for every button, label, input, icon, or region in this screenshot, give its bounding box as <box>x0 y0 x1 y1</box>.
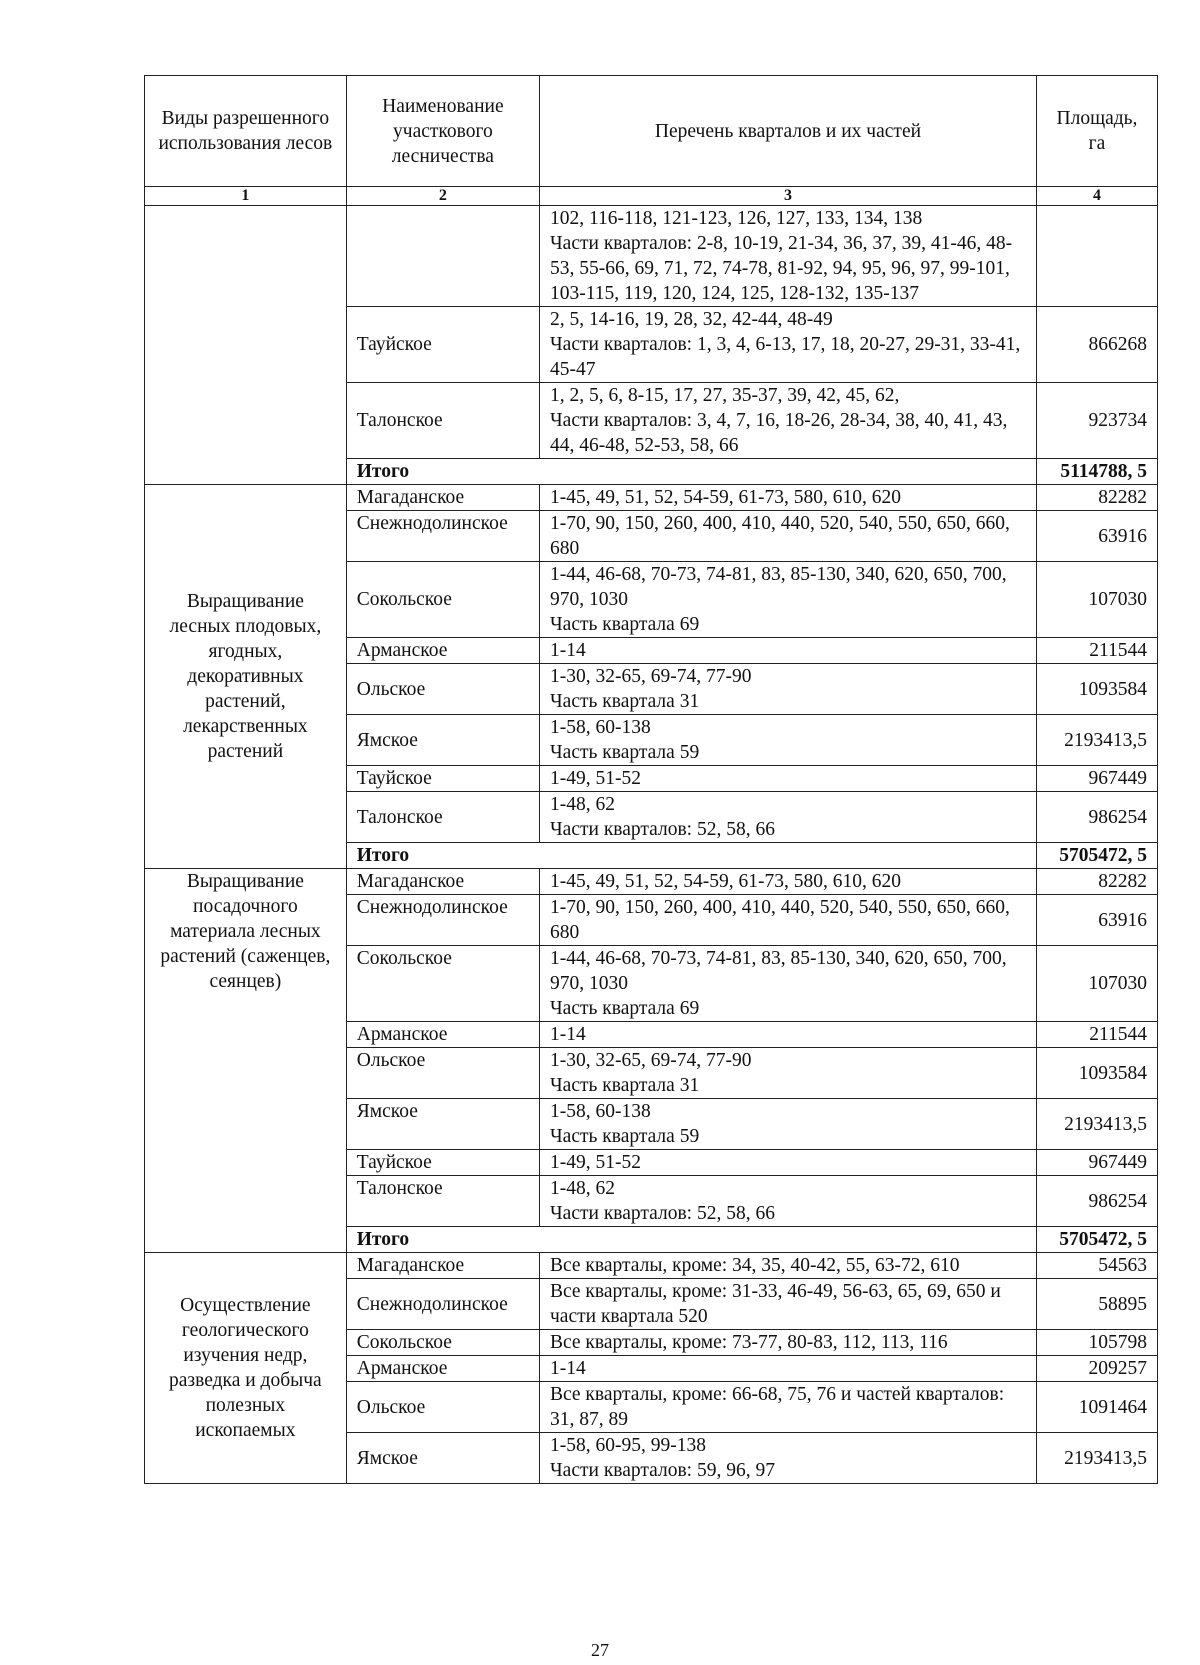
quarters-parts: Часть квартала 69 <box>550 998 700 1019</box>
area-cell: 986254 <box>1036 1176 1157 1227</box>
quarters-cell <box>540 792 1037 843</box>
table-row <box>145 485 1158 511</box>
header-use-type: Виды разрешенного использования лесов <box>145 76 347 187</box>
area-cell: 2193413,5 <box>1036 1099 1157 1150</box>
forestry-name-cell: Магаданское <box>346 485 539 511</box>
forestry-name-cell: Ямское <box>346 1433 539 1484</box>
quarters-parts: Часть квартала 59 <box>550 1126 700 1147</box>
quarters-cell: Все кварталы, кроме: 66-68, 75, 76 и частей кварталов: 31, 87, 89 <box>540 1382 1037 1433</box>
forestry-name-cell: Снежнодолинское <box>346 895 539 946</box>
quarters-cell: 1-14 <box>540 1022 1037 1048</box>
quarters-cell: 1-49, 51-52 <box>540 766 1037 792</box>
forestry-name-cell: Снежнодолинское <box>346 511 539 562</box>
area-cell: 211544 <box>1036 1022 1157 1048</box>
quarters-parts: Части кварталов: 3, 4, 7, 16, 18-26, 28-34, 38, 40, 41, 43, 44, 46-48, 52-53, 58, 66 <box>550 410 1008 456</box>
forestry-name-cell: Тауйское <box>346 766 539 792</box>
quarters-parts: Часть квартала 31 <box>550 691 700 712</box>
area-cell: 1093584 <box>1036 664 1157 715</box>
quarters-parts: Часть квартала 69 <box>550 614 700 635</box>
quarters-cell <box>540 383 1037 459</box>
area-cell: 105798 <box>1036 1330 1157 1356</box>
forestry-name-cell: Талонское <box>346 383 539 459</box>
quarters-list: 2, 5, 14-16, 19, 28, 32, 42-44, 48-49 <box>550 309 833 330</box>
forestry-name-cell: Талонское <box>346 1176 539 1227</box>
category-cell: Выращивание посадочного материала лесных растений (саженцев, сеянцев) <box>145 869 347 1253</box>
forestry-name-cell: Ольское <box>346 1048 539 1099</box>
header-forestry-name: Наименование участкового лесничества <box>346 76 539 187</box>
quarters-cell <box>540 946 1037 1022</box>
forestry-name-cell: Ямское <box>346 1099 539 1150</box>
quarters-cell: 1-45, 49, 51, 52, 54-59, 61-73, 580, 610, 620 <box>540 485 1037 511</box>
quarters-list: 1-58, 60-138 <box>550 717 651 738</box>
quarters-list: 102, 116-118, 121-123, 126, 127, 133, 134, 138 <box>550 208 923 229</box>
quarters-parts: Часть квартала 31 <box>550 1075 700 1096</box>
forestry-name-cell: Снежнодолинское <box>346 1279 539 1330</box>
quarters-parts: Части кварталов: 2-8, 10-19, 21-34, 36, 37, 39, 41-46, 48-53, 55-66, 69, 71, 72, 74-78, 81-92, 94, 95, 96, 97, 99-101, 103-115, 119, 120, 124, 125, 128-132, 135-137 <box>550 233 1013 304</box>
forestry-name-cell: Сокольское <box>346 946 539 1022</box>
quarters-cell: 1-70, 90, 150, 260, 400, 410, 440, 520, 540, 550, 650, 660, 680 <box>540 895 1037 946</box>
quarters-cell <box>540 1433 1037 1484</box>
area-cell: 58895 <box>1036 1279 1157 1330</box>
quarters-parts: Части кварталов: 1, 3, 4, 6-13, 17, 18, 20-27, 29-31, 33-41, 45-47 <box>550 334 1021 380</box>
forestry-name-cell <box>346 206 539 307</box>
forestry-name-cell: Ольское <box>346 1382 539 1433</box>
page-number: 27 <box>591 1640 609 1660</box>
table-row <box>145 1253 1158 1279</box>
total-area: 5705472, 5 <box>1036 1227 1157 1253</box>
quarters-cell <box>540 715 1037 766</box>
area-cell: 63916 <box>1036 511 1157 562</box>
area-cell: 1091464 <box>1036 1382 1157 1433</box>
quarters-parts: Часть квартала 59 <box>550 742 700 763</box>
forestry-name-cell: Тауйское <box>346 307 539 383</box>
forestry-name-cell: Ольское <box>346 664 539 715</box>
quarters-cell: 1-45, 49, 51, 52, 54-59, 61-73, 580, 610, 620 <box>540 869 1037 895</box>
quarters-cell: Все кварталы, кроме: 73-77, 80-83, 112, 113, 116 <box>540 1330 1037 1356</box>
forestry-name-cell: Арманское <box>346 1022 539 1048</box>
quarters-cell: 1-14 <box>540 1356 1037 1382</box>
forestry-name-cell: Ямское <box>346 715 539 766</box>
forestry-name-cell: Арманское <box>346 638 539 664</box>
header-row <box>145 76 1158 187</box>
area-cell: 211544 <box>1036 638 1157 664</box>
column-number: 1 <box>145 187 347 206</box>
forestry-name-cell: Тауйское <box>346 1150 539 1176</box>
area-cell: 986254 <box>1036 792 1157 843</box>
forestry-name-cell: Магаданское <box>346 1253 539 1279</box>
table-row <box>145 869 1158 895</box>
quarters-cell: 1-14 <box>540 638 1037 664</box>
category-cell-empty <box>145 206 347 485</box>
quarters-cell <box>540 206 1037 307</box>
quarters-list: 1-30, 32-65, 69-74, 77-90 <box>550 1050 752 1071</box>
forestry-name-cell: Сокольское <box>346 562 539 638</box>
column-number-row <box>145 187 1158 206</box>
quarters-cell <box>540 1176 1037 1227</box>
category-cell: Выращивание лесных плодовых, ягодных, декоративных растений, лекарственных растений <box>145 485 347 869</box>
forestry-name-cell: Сокольское <box>346 1330 539 1356</box>
area-cell: 209257 <box>1036 1356 1157 1382</box>
area-cell: 2193413,5 <box>1036 1433 1157 1484</box>
area-cell: 54563 <box>1036 1253 1157 1279</box>
area-cell <box>1036 206 1157 307</box>
column-number: 3 <box>540 187 1037 206</box>
total-area: 5705472, 5 <box>1036 843 1157 869</box>
table-row <box>145 206 1158 307</box>
quarters-cell: Все кварталы, кроме: 34, 35, 40-42, 55, 63-72, 610 <box>540 1253 1037 1279</box>
quarters-parts: Части кварталов: 59, 96, 97 <box>550 1460 775 1481</box>
quarters-cell <box>540 1048 1037 1099</box>
quarters-list: 1-48, 62 <box>550 1178 615 1199</box>
forest-use-table <box>144 75 1158 1484</box>
forestry-name-cell: Талонское <box>346 792 539 843</box>
area-cell: 82282 <box>1036 869 1157 895</box>
total-label: Итого <box>346 459 1036 485</box>
header-quarters-list: Перечень кварталов и их частей <box>540 76 1037 187</box>
area-cell: 107030 <box>1036 562 1157 638</box>
area-cell: 967449 <box>1036 766 1157 792</box>
quarters-cell <box>540 562 1037 638</box>
column-number: 2 <box>346 187 539 206</box>
area-cell: 923734 <box>1036 383 1157 459</box>
quarters-list: 1-44, 46-68, 70-73, 74-81, 83, 85-130, 340, 620, 650, 700, 970, 1030 <box>550 564 1007 610</box>
area-cell: 63916 <box>1036 895 1157 946</box>
total-area: 5114788, 5 <box>1036 459 1157 485</box>
header-area: Площадь, га <box>1036 76 1157 187</box>
area-cell: 2193413,5 <box>1036 715 1157 766</box>
quarters-list: 1-44, 46-68, 70-73, 74-81, 83, 85-130, 340, 620, 650, 700, 970, 1030 <box>550 948 1007 994</box>
quarters-cell: 1-49, 51-52 <box>540 1150 1037 1176</box>
area-cell: 82282 <box>1036 485 1157 511</box>
quarters-cell <box>540 307 1037 383</box>
quarters-list: 1-58, 60-138 <box>550 1101 651 1122</box>
quarters-cell <box>540 1099 1037 1150</box>
quarters-cell <box>540 664 1037 715</box>
forestry-name-cell: Арманское <box>346 1356 539 1382</box>
quarters-list: 1-48, 62 <box>550 794 615 815</box>
area-cell: 107030 <box>1036 946 1157 1022</box>
total-label: Итого <box>346 843 1036 869</box>
total-label: Итого <box>346 1227 1036 1253</box>
area-cell: 967449 <box>1036 1150 1157 1176</box>
column-number: 4 <box>1036 187 1157 206</box>
area-cell: 866268 <box>1036 307 1157 383</box>
category-cell: Осуществление геологического изучения недр, разведка и добыча полезных ископаемых <box>145 1253 347 1484</box>
area-cell: 1093584 <box>1036 1048 1157 1099</box>
quarters-list: 1, 2, 5, 6, 8-15, 17, 27, 35-37, 39, 42, 45, 62, <box>550 385 900 406</box>
forestry-name-cell: Магаданское <box>346 869 539 895</box>
quarters-list: 1-30, 32-65, 69-74, 77-90 <box>550 666 752 687</box>
quarters-parts: Части кварталов: 52, 58, 66 <box>550 1203 775 1224</box>
quarters-list: 1-58, 60-95, 99-138 <box>550 1435 706 1456</box>
quarters-parts: Части кварталов: 52, 58, 66 <box>550 819 775 840</box>
quarters-cell: Все кварталы, кроме: 31-33, 46-49, 56-63, 65, 69, 650 и части квартала 520 <box>540 1279 1037 1330</box>
quarters-cell: 1-70, 90, 150, 260, 400, 410, 440, 520, 540, 550, 650, 660, 680 <box>540 511 1037 562</box>
